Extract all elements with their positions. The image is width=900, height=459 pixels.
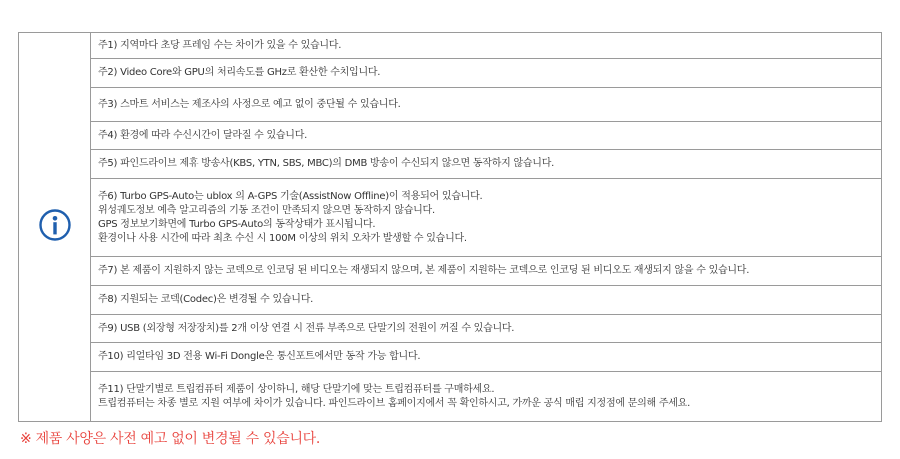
note-text: 주7) 본 제품이 지원하지 않는 코덱으로 인코딩 된 비디오는 재생되지 않으며, 본 제품이 지원하는 코덱으로 인코딩 된 비디오도 재생되지 않을 수 있습니다. (91, 257, 882, 286)
note-text: 주1) 지역마다 초당 프레임 수는 차이가 있을 수 있습니다. (91, 33, 882, 59)
note-text: 주10) 리얼타임 3D 전용 Wi-Fi Dongle은 통신포트에서만 동작 가능 합니다. (91, 343, 882, 372)
note-row (19, 179, 882, 257)
note-text: 주8) 지원되는 코덱(Codec)은 변경될 수 있습니다. (91, 286, 882, 315)
note-row (19, 315, 882, 343)
note-row (19, 257, 882, 286)
note-text: 주2) Video Core와 GPU의 처리속도를 GHz로 환산한 수치입니다. (91, 59, 882, 88)
spec-change-notice: ※ 제품 사양은 사전 예고 없이 변경될 수 있습니다. (20, 431, 321, 447)
note-row (19, 122, 882, 150)
note-row (19, 372, 882, 422)
icon-cell (19, 33, 91, 422)
note-text: 주4) 환경에 따라 수신시간이 달라질 수 있습니다. (91, 122, 882, 150)
note-text: 주9) USB (외장형 저장장치)를 2개 이상 연결 시 전류 부족으로 단말기의 전원이 꺼질 수 있습니다. (91, 315, 882, 343)
note-text: 주5) 파인드라이브 제휴 방송사(KBS, YTN, SBS, MBC)의 DMB 방송이 수신되지 않으면 동작하지 않습니다. (91, 150, 882, 179)
note-text: 주11) 단말기별로 트립컴퓨터 제품이 상이하니, 해당 단말기에 맞는 트립컴퓨터를 구매하세요. 트립컴퓨터는 차종 별로 지원 여부에 차이가 있습니다. 파인드라이브 홈페이지에서 꼭 확인하시고, 가까운 공식 매립 지정점에 문의해 주세요. (91, 372, 882, 422)
info-icon (38, 208, 72, 242)
note-row (19, 33, 882, 59)
note-row (19, 59, 882, 88)
note-row (19, 150, 882, 179)
note-text: 주3) 스마트 서비스는 제조사의 사정으로 예고 없이 중단될 수 있습니다. (91, 88, 882, 122)
note-row (19, 286, 882, 315)
note-text: 주6) Turbo GPS-Auto는 ublox 의 A-GPS 기술(AssistNow Offline)이 적용되어 있습니다. 위성궤도정보 예측 알고리즘의 기동 조건이 만족되지 않으면 동작하지 않습니다. GPS 정보보기화면에 Turbo GPS-Auto의 동작상태가 표시됩니다. 환경이나 사용 시간에 따라 최초 수신 시 100M 이상의 위치 오차가 발생할 수 있습니다. (91, 179, 882, 257)
notes-table (18, 32, 882, 422)
note-row (19, 88, 882, 122)
note-row (19, 343, 882, 372)
